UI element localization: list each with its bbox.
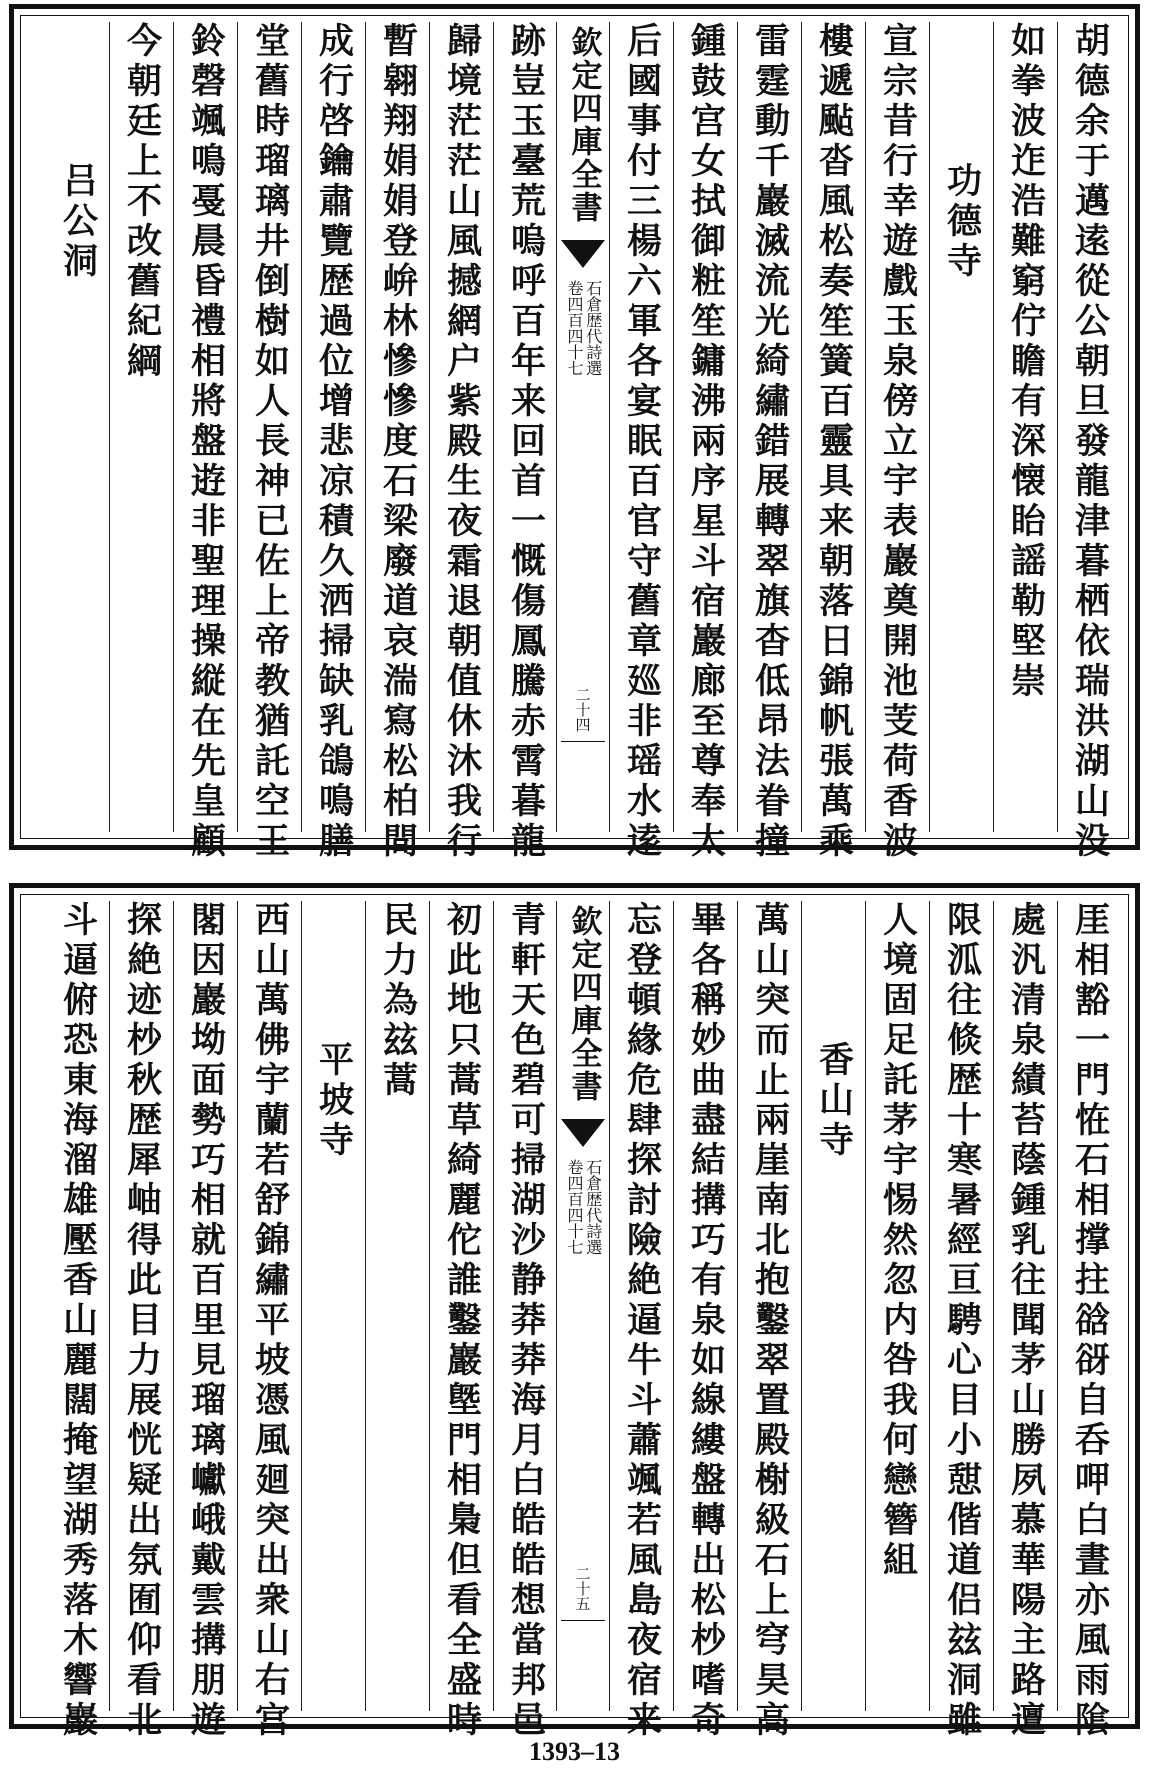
- text-column: [737, 901, 802, 1741]
- column-text: 胡德余于邁逺從公朝旦發龍津暮栖依瑞洪湖山没: [1069, 22, 1111, 862]
- fish-tail-mark-icon: [561, 1119, 605, 1147]
- text-column: [929, 901, 994, 1741]
- divider: [561, 741, 605, 742]
- volume-info: [565, 280, 601, 376]
- column-text: 斗逼俯恐東海溜雄壓香山麗闊掩望湖秀落木響巖: [57, 901, 99, 1741]
- text-column: [609, 901, 674, 1741]
- column-text: 暫翱翔娟娟登峅林慘慘度石梁廢道哀湍寫松柏間: [377, 22, 419, 862]
- text-column: [109, 22, 174, 832]
- column-text: 限泒往倐歴十寒暑經亘騁心目小憇偕道侣玆洞雖: [941, 901, 983, 1741]
- page-number: 二十四: [573, 687, 592, 732]
- text-column: [46, 901, 110, 1741]
- column-text: 成行啓鑰肅覽歴過位增悲凉積久洒掃缺乳鴿鳴膳: [313, 22, 355, 862]
- text-column: [301, 22, 366, 862]
- column-text: 鈴磬颯鳴戞晨昏禮相將盤逰非聖理操縦在先皇顧: [185, 22, 227, 862]
- center-fold: [556, 22, 610, 832]
- poem-title: 吕公洞: [57, 162, 99, 282]
- text-column: [865, 901, 930, 1711]
- text-column: [493, 901, 558, 1741]
- text-column: [993, 901, 1058, 1741]
- column-text: 樓遞颭沓風松奏笙簧百靈具来朝落日錦帆張萬乘: [813, 22, 855, 862]
- divider: [561, 1620, 605, 1621]
- text-column: [365, 901, 430, 1711]
- column-text: 人境固足託茅宇惕然忽内咎我何戀簪組: [877, 901, 919, 1581]
- text-column: [737, 22, 802, 862]
- collection-title: 石倉歴代詩選: [583, 1159, 603, 1255]
- column-text: 雷霆動千巖滅流光綺繡錯展轉翠旗杳低昂法眷撞: [749, 22, 791, 862]
- column-text: 厓相豁一門恠石相撑拄谽谺自呑呷白晝亦風雨隂: [1069, 901, 1111, 1741]
- text-column: [1057, 22, 1122, 862]
- text-column: [673, 901, 738, 1741]
- volume-number: 卷四百四十七: [565, 280, 584, 376]
- column-text: 初此地只蒿草綺麗佗誰鑿巖墍門相梟但看全盛時: [441, 901, 483, 1741]
- column-text: 堂舊時瑠璃井倒樹如人長神已佐上帝教猶託空王: [249, 22, 291, 862]
- column-text: 青軒天色碧可掃湖沙静莽莽海月白皓皓想當邦邑: [505, 901, 547, 1741]
- text-column: [1057, 901, 1122, 1741]
- poem-title: 功德寺: [941, 162, 983, 282]
- text-column: [173, 901, 238, 1741]
- poem-title-column: [929, 22, 994, 832]
- text-column: [801, 22, 866, 862]
- column-text: 畢各稱妙曲盡結搆巧有泉如線縷盤轉出松杪嗜奇: [685, 901, 727, 1741]
- column-text: 鍾鼓宫女拭御粧笙鏞沸兩序星斗宿巖廊至尊奉太: [685, 22, 727, 862]
- text-column: [109, 901, 174, 1741]
- text-column: [365, 22, 430, 862]
- bottom-page: [9, 883, 1140, 1741]
- top-page-frame: [20, 15, 1129, 862]
- column-text: 萬山突而止兩崖南北抱鑿翠置殿榭級石上穹昊高: [749, 901, 791, 1741]
- poem-title-column: [801, 901, 866, 1711]
- top-page: [9, 4, 1140, 862]
- poem-title-column: [46, 22, 110, 832]
- volume-number: 卷四百四十七: [565, 1159, 584, 1255]
- text-column: [237, 901, 302, 1741]
- book-title: 欽定四庫全書: [565, 905, 602, 1103]
- column-text: 民力為玆蒿: [377, 901, 419, 1101]
- center-fold: [556, 901, 610, 1711]
- column-text: 西山萬佛宇蘭若舒錦繡平坡憑風廻突出衆山右宫: [249, 901, 291, 1741]
- column-text: 今朝廷上不改舊紀綱: [121, 22, 163, 382]
- collection-title: 石倉歴代詩選: [583, 280, 603, 376]
- text-column: [609, 22, 674, 862]
- fish-tail-mark-icon: [561, 240, 605, 268]
- poem-title: 平坡寺: [313, 1041, 355, 1161]
- column-text: 處汎清泉績苔蔭鍾乳往聞茅山勝夙慕華陽主路邅: [1005, 901, 1047, 1741]
- text-column: [993, 22, 1058, 832]
- page-number: 二十五: [573, 1566, 592, 1611]
- poem-title: 香山寺: [813, 1041, 855, 1161]
- volume-info: [565, 1159, 601, 1255]
- column-text: 后國事付三楊六軍各宴眠百官守舊章廵非瑶水逺: [621, 22, 663, 862]
- poem-title-column: [301, 901, 366, 1711]
- text-column: [493, 22, 558, 862]
- text-column: [865, 22, 930, 862]
- book-title: 欽定四庫全書: [565, 26, 602, 224]
- text-column: [173, 22, 238, 862]
- column-text: 跡豈玉臺荒嗚呼百年来回首一慨傷鳳騰赤霄暮龍: [505, 22, 547, 862]
- text-column: [429, 22, 494, 862]
- text-column: [237, 22, 302, 862]
- text-column: [429, 901, 494, 1741]
- column-text: 如拳波迮浩難窮佇瞻有深懐眙謡勒堅崇: [1005, 22, 1047, 702]
- page-footer-number: 1393–13: [529, 1737, 620, 1766]
- column-text: 閣因巖坳面勢巧相就百里見瑠璃巘峨戴雲搆朋遊: [185, 901, 227, 1741]
- column-text: 探絶迹杪秋歴犀岫得此目力展恍疑出氛囿仰看北: [121, 901, 163, 1741]
- bottom-page-frame: [20, 894, 1129, 1741]
- text-column: [673, 22, 738, 862]
- column-text: 宣宗昔行幸遊戲玉泉傍立宇表巖奠開池芰荷香波: [877, 22, 919, 862]
- column-text: 忘登頓緣危肆探討險絶逼牛斗蕭颯若風島夜宿来: [621, 901, 663, 1741]
- column-text: 歸境茫茫山風撼網户紫殿生夜霜退朝值休沐我行: [441, 22, 483, 862]
